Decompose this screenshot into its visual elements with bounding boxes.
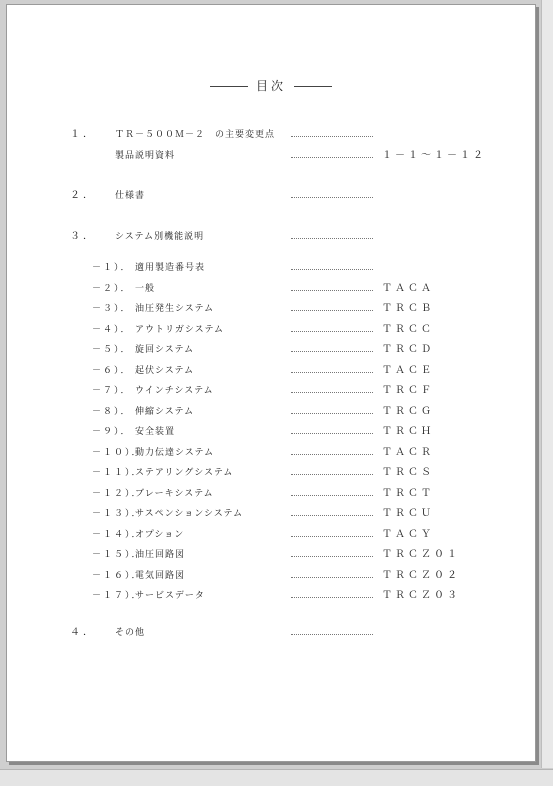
sub-number: －３）．: [92, 304, 132, 314]
horizontal-scrollbar[interactable]: [0, 769, 553, 786]
section-label: 仕様書: [115, 191, 146, 201]
title-rule-right: [294, 86, 332, 87]
sub-number: －１３）．: [92, 509, 143, 519]
section-code: ＴＲＣＢ: [382, 303, 434, 314]
toc-subrow: [7, 323, 535, 337]
toc-row-section-3: [7, 230, 535, 244]
section-number: ２．: [70, 190, 96, 201]
section-label: システム別機能説明: [115, 232, 205, 242]
dot-leader: [291, 136, 373, 137]
sub-number: －１０）．: [92, 447, 143, 458]
sub-label: 安全装置: [135, 427, 176, 437]
dot-leader: [291, 392, 373, 393]
sub-label: アウトリガシステム: [135, 324, 225, 335]
toc-subrow: [7, 548, 535, 562]
section-number: ３．: [70, 231, 96, 242]
dot-leader: [291, 290, 373, 291]
toc-row-section-1: [7, 128, 535, 142]
toc-row-product-docs: [7, 149, 535, 163]
dot-leader: [291, 556, 373, 557]
dot-leader: [291, 577, 373, 578]
section-code: ＴＲＣＺ０１: [382, 549, 460, 560]
sub-number: －１７）．: [92, 591, 143, 601]
sub-number: －１）．: [92, 263, 132, 273]
sub-label: オプション: [135, 529, 185, 540]
section-code: ＴＡＣＥ: [382, 364, 434, 376]
section-code: ＴＲＣＳ: [382, 467, 434, 478]
toc-subrow: [7, 589, 535, 603]
toc-subrow: [7, 282, 535, 296]
sub-label: サスペンションシステム: [135, 509, 244, 519]
sub-label: 動力伝達システム: [135, 447, 215, 458]
page-range: １－１～１－１２: [382, 150, 486, 161]
sub-number: －７）．: [92, 386, 132, 396]
dot-leader: [291, 413, 373, 414]
toc-subrow: [7, 569, 535, 583]
sub-label: サービスデータ: [135, 591, 205, 601]
dot-leader: [291, 238, 373, 239]
toc-subrow: [7, 405, 535, 419]
section-code: ＴＲＣＨ: [382, 426, 434, 437]
dot-leader: [291, 495, 373, 496]
toc-subrow: [7, 466, 535, 480]
sub-number: －４）．: [92, 324, 132, 335]
section-number: ４．: [70, 627, 96, 638]
sub-label: 油圧発生システム: [135, 304, 215, 314]
sub-label: ステアリングシステム: [135, 468, 234, 478]
dot-leader: [291, 634, 373, 635]
dot-leader: [291, 372, 373, 373]
toc-subrow: [7, 487, 535, 501]
sub-number: －８）．: [92, 406, 132, 417]
dot-leader: [291, 515, 373, 516]
toc-subrow: [7, 384, 535, 398]
dot-leader: [291, 331, 373, 332]
section-code: ＴＲＣＧ: [382, 405, 434, 417]
sub-number: －１５）．: [92, 550, 143, 560]
sub-label: 旋回システム: [135, 345, 195, 355]
dot-leader: [291, 474, 373, 475]
sub-label: 適用製造番号表: [135, 263, 206, 273]
dot-leader: [291, 351, 373, 352]
sub-number: －５）．: [92, 345, 132, 355]
section-code: ＴＲＣＺ０３: [382, 590, 460, 601]
dot-leader: [291, 433, 373, 434]
vertical-scrollbar[interactable]: [541, 0, 553, 768]
sub-label: 伸縮システム: [135, 406, 195, 417]
toc-subrow: [7, 261, 535, 275]
sub-label: ウインチシステム: [135, 386, 214, 396]
toc-row-section-4: [7, 626, 535, 640]
toc-subrow: [7, 302, 535, 316]
toc-subrow: [7, 343, 535, 357]
section-label: 製品説明資料: [115, 151, 176, 161]
toc-subrow: [7, 528, 535, 542]
sub-label: 油圧回路図: [135, 550, 186, 560]
section-label: その他: [115, 628, 146, 638]
section-code: ＴＡＣＹ: [382, 528, 434, 540]
title-rule-left: [210, 86, 248, 87]
sub-number: －６）．: [92, 365, 132, 376]
sub-label: ブレーキシステム: [135, 488, 214, 499]
dot-leader: [291, 536, 373, 537]
sub-label: 一般: [135, 283, 156, 294]
sub-number: －１４）．: [92, 529, 143, 540]
section-code: ＴＲＣＴ: [382, 487, 434, 499]
section-code: ＴＲＣＵ: [382, 508, 434, 519]
sub-label: 起伏システム: [135, 365, 195, 376]
toc-subrow: [7, 425, 535, 439]
section-code: ＴＡＣＲ: [382, 446, 434, 458]
toc-row-section-2: [7, 189, 535, 203]
section-code: ＴＡＣＡ: [382, 282, 434, 294]
section-code: ＴＲＣＺ０２: [382, 569, 460, 581]
section-code: ＴＲＣＦ: [382, 385, 434, 396]
section-code: ＴＲＣＣ: [382, 323, 434, 335]
section-label: ＴＲ－５００Ｍ－２ の主要変更点: [115, 130, 276, 140]
page-title: [7, 77, 535, 94]
sub-number: －１２）．: [92, 488, 143, 499]
section-code: ＴＲＣＤ: [382, 344, 434, 355]
dot-leader: [291, 197, 373, 198]
dot-leader: [291, 269, 373, 270]
toc-subrow: [7, 364, 535, 378]
sub-number: －１１）．: [92, 468, 143, 478]
document-page: [6, 4, 536, 762]
sub-number: －９）．: [92, 427, 132, 437]
dot-leader: [291, 597, 373, 598]
sub-label: 電気回路図: [135, 570, 186, 581]
dot-leader: [291, 454, 373, 455]
toc-subrow: [7, 446, 535, 460]
toc-subrow: [7, 507, 535, 521]
title-text: 目次: [255, 79, 286, 93]
section-number: １．: [70, 129, 96, 140]
sub-number: －１６）．: [92, 570, 143, 581]
sub-number: －２）．: [92, 283, 132, 294]
dot-leader: [291, 157, 373, 158]
dot-leader: [291, 310, 373, 311]
